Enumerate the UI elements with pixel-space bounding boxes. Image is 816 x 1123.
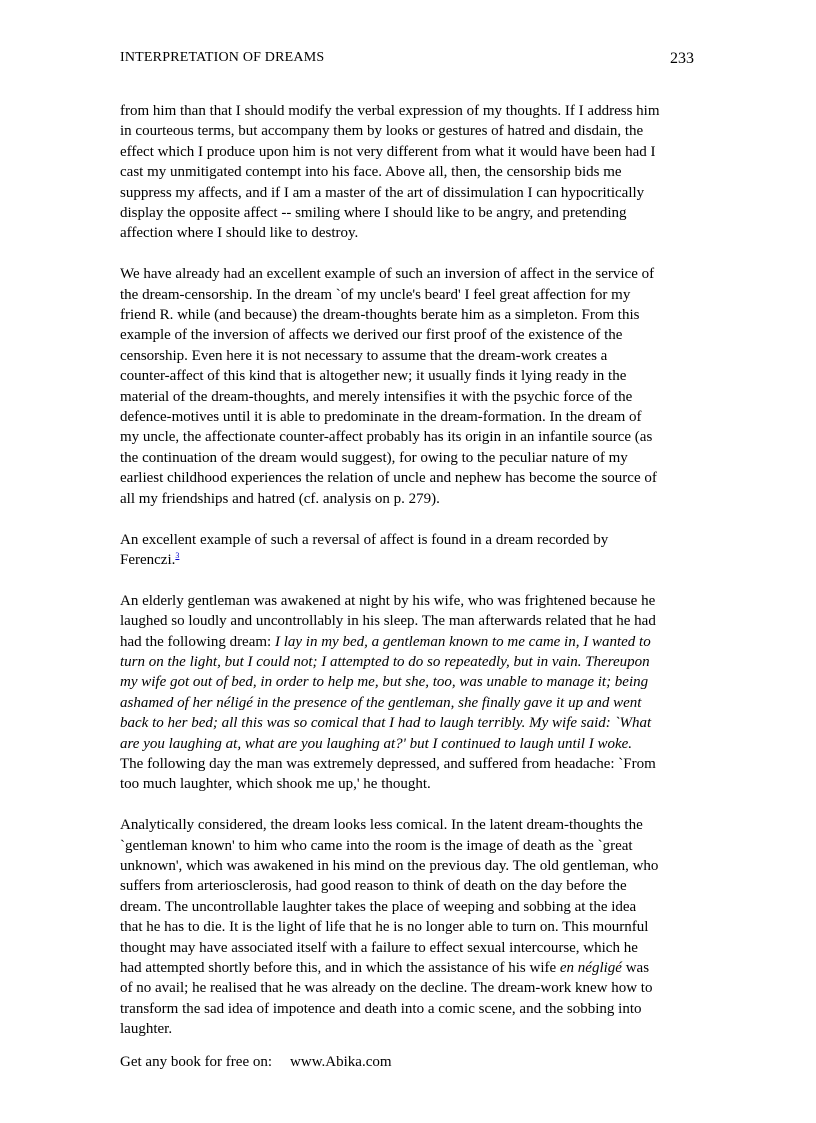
text-line (120, 734, 700, 754)
text-line (120, 407, 700, 427)
text-run: defence-motives until it is able to predominate in the dream-formation. In the dream of (120, 409, 642, 426)
text-run: suppress my affects, and if I am a master of the art of dissimulation I can hypocritically (120, 184, 645, 201)
running-title: INTERPRETATION OF DREAMS (120, 50, 325, 65)
text-run: cast my unmitigated contempt into his face. Above all, then, the censorship bids me (120, 164, 622, 181)
text-run: had attempted shortly before this, and in which the assistance of his wife (120, 960, 560, 976)
text-run: An excellent example of such a reversal of affect is found in a dream recorded by (120, 531, 609, 548)
text-line (120, 978, 700, 998)
text-line (120, 856, 700, 876)
text-line (120, 264, 700, 284)
footer (120, 1054, 392, 1071)
text-line (120, 550, 700, 570)
text-run: suffers from arteriosclerosis, had good reason to think of death on the day before the (120, 878, 627, 895)
text-line (120, 530, 700, 550)
text-run: thought may have associated itself with a failure to effect sexual intercourse, which he (120, 939, 638, 956)
text-run: from him than that I should modify the verbal expression of my thoughts. If I address him (120, 103, 660, 119)
text-run: all my friendships and hatred (cf. analysis on p. 279). (120, 490, 440, 507)
page-number: 233 (670, 50, 694, 67)
text-run: example of the inversion of affects we derived our first proof of the existence of the (120, 327, 623, 344)
text-line (120, 876, 700, 896)
text-run: friend R. while (and because) the dream-thoughts berate him as a simpleton. From this (120, 307, 640, 324)
text-run: The following day the man was extremely depressed, and suffered from headache: `From (120, 755, 656, 772)
text-run: An elderly gentleman was awakened at night by his wife, who was frightened because he (120, 592, 656, 609)
text-line (120, 774, 700, 794)
italic-text: are you laughing at, what are you laughing at?' but I continued to laugh until I woke. (120, 735, 633, 752)
text-line (120, 999, 700, 1019)
text-run: of no avail; he realised that he was already on the decline. The dream-work knew how to (120, 980, 653, 997)
text-line (120, 223, 700, 243)
italic-text: my wife got out of bed, in order to help me, but she, too, was unable to manage it; being (120, 674, 649, 691)
text-run: unknown', which was awakened in his mind on the previous day. The old gentleman, who (120, 857, 659, 874)
text-line (120, 121, 700, 141)
italic-text: en négligé (559, 960, 622, 976)
text-run: material of the dream-thoughts, and merely intensifies it with the psychic force of the (120, 388, 633, 405)
text-line (120, 427, 700, 447)
text-run: earliest childhood experiences the relation of uncle and nephew has become the source of (120, 470, 657, 487)
text-run: was (621, 960, 650, 976)
paragraph (120, 264, 700, 509)
text-run: that he has to die. It is the light of life that he is no longer able to turn on. This mournful (120, 919, 649, 936)
italic-text: ashamed of her néligé in the presence of the gentleman, she finally gave it up and went (120, 694, 642, 711)
text-line (120, 713, 700, 733)
footer-label: Get any book for free on: (120, 1054, 273, 1070)
text-line (120, 958, 700, 978)
text-line (120, 611, 700, 631)
text-run: laughter. (120, 1021, 173, 1038)
paragraph (120, 530, 700, 571)
text-run: too much laughter, which shook me up,' he thought. (120, 776, 431, 793)
text-run: affection where I should like to destroy. (120, 225, 359, 242)
text-run: in courteous terms, but accompany them by looks or gestures of hatred and disdain, the (120, 123, 644, 140)
footnote-ref[interactable]: 3 (175, 550, 180, 560)
footer-url[interactable]: www.Abika.com (290, 1054, 392, 1070)
text-line (120, 754, 700, 774)
text-run: censorship. Even here it is not necessary to assume that the dream-work creates a (120, 347, 608, 364)
text-line (120, 897, 700, 917)
text-line (120, 591, 700, 611)
text-line (120, 652, 700, 672)
text-run: the continuation of the dream would suggest), for owing to the peculiar nature of my (120, 449, 628, 466)
paragraph (120, 101, 700, 244)
text-run: the dream-censorship. In the dream `of my uncle's beard' I feel great affection for my (120, 286, 631, 303)
paragraph (120, 815, 700, 1039)
text-run: `gentleman known' to him who came into the room is the image of death as the `great (120, 837, 633, 854)
text-line (120, 632, 700, 652)
text-line (120, 305, 700, 325)
italic-text: turn on the light, but I could not; I attempted to do so repeatedly, but in vain. Thereupon (120, 653, 650, 670)
text-line (120, 836, 700, 856)
text-run: dream. The uncontrollable laughter takes the place of weeping and sobbing at the idea (120, 898, 637, 915)
text-line (120, 917, 700, 937)
text-line (120, 142, 700, 162)
text-run: Ferenczi. (120, 551, 176, 568)
text-run: counter-affect of this kind that is altogether new; it usually finds it lying ready in the (120, 368, 627, 385)
text-line (120, 366, 700, 386)
text-run: display the opposite affect -- smiling where I should like to be angry, and pretending (120, 205, 627, 222)
text-run: my uncle, the affectionate counter-affect probably has its origin in an infantile source (as (120, 429, 653, 446)
text-line (120, 285, 700, 305)
italic-text: I lay in my bed, a gentleman known to me came in, I wanted to (274, 633, 651, 650)
text-line (120, 101, 700, 121)
text-line (120, 468, 700, 488)
text-line (120, 693, 700, 713)
text-line (120, 387, 700, 407)
text-line (120, 325, 700, 345)
text-line (120, 938, 700, 958)
text-run: We have already had an excellent example of such an inversion of affect in the service of (120, 266, 655, 283)
text-line (120, 203, 700, 223)
text-run: transform the sad idea of impotence and death into a comic scene, and the sobbing into (120, 1000, 642, 1017)
text-line (120, 162, 700, 182)
text-line (120, 489, 700, 509)
text-run: effect which I produce upon him is not very different from what it would have been had I (120, 143, 656, 160)
body-text (120, 101, 700, 1060)
text-run: Analytically considered, the dream looks less comical. In the latent dream-thoughts the (120, 817, 643, 834)
text-line (120, 448, 700, 468)
paragraph (120, 591, 700, 795)
text-line (120, 346, 700, 366)
text-run: had the following dream: (120, 633, 275, 650)
italic-text: back to her bed; all this was so comical that I had to laugh terribly. My wife said: `What (120, 715, 652, 732)
text-run: laughed so loudly and uncontrollably in his sleep. The man afterwards related that he had (120, 613, 656, 630)
text-line (120, 1019, 700, 1039)
text-line (120, 672, 700, 692)
text-line (120, 815, 700, 835)
text-line (120, 183, 700, 203)
